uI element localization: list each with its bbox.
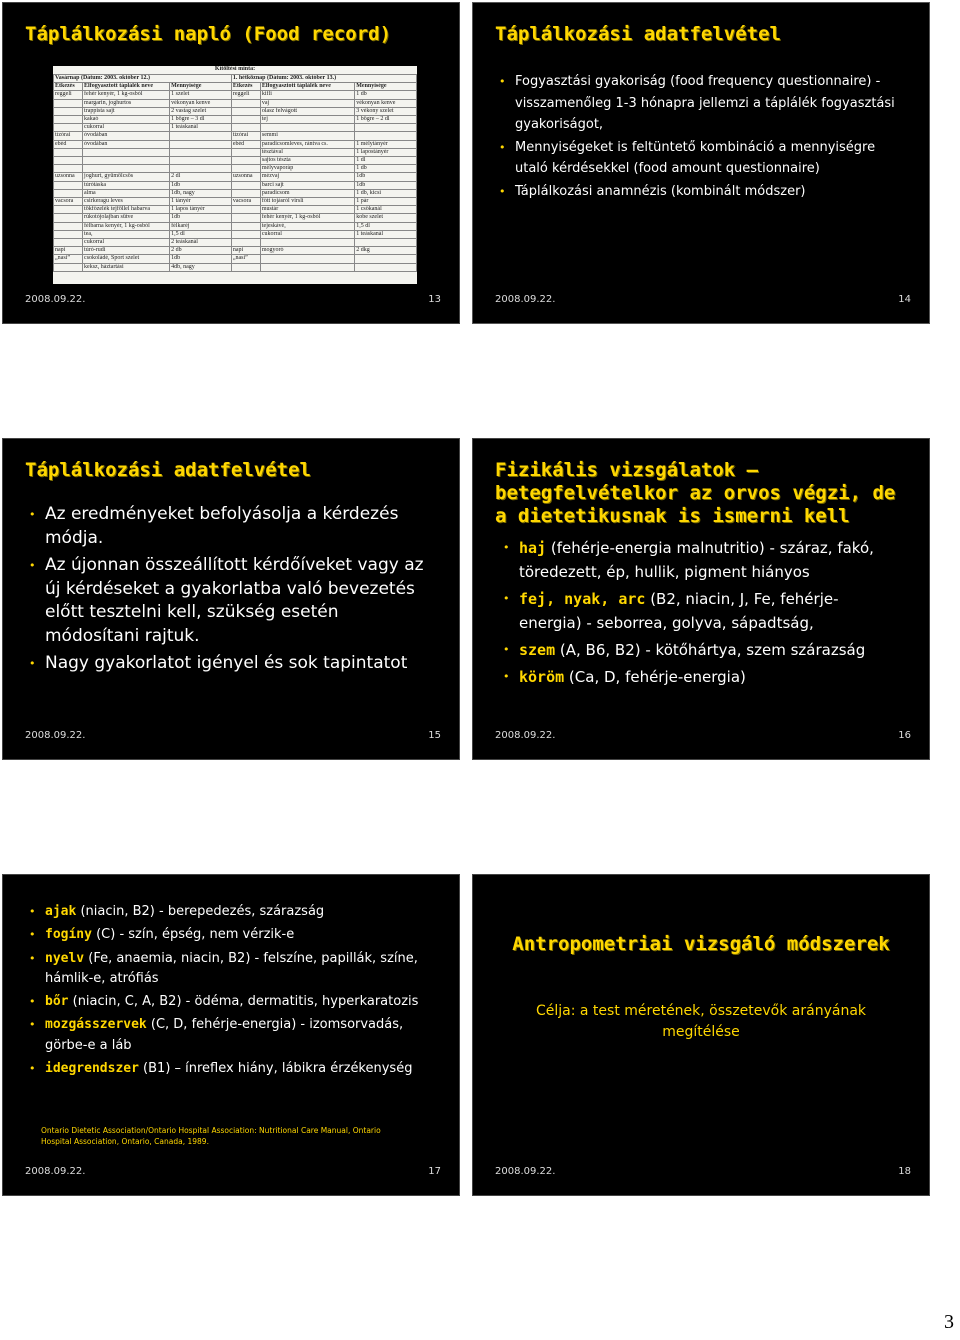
- table-cell: [54, 214, 83, 222]
- table-cell: tejeskávé,: [260, 222, 354, 230]
- table-cell: 1,5 dl: [170, 230, 232, 238]
- list-item: • Az újonnan összeállított kérdőíveket vagy az új kérdéseket a gyakorlatba való bevezetés előtt tesztelni kell, szükség esetén módosítani rajtuk.: [27, 554, 437, 648]
- item-key: mozgásszervek: [45, 1017, 147, 1033]
- slide-number: 18: [898, 1166, 911, 1177]
- table-cell: 1db: [355, 173, 417, 181]
- table-cell: [54, 206, 83, 214]
- table-cell: [54, 181, 83, 189]
- table-cell: 1 bögre – 3 dl: [170, 116, 232, 124]
- table-cell: keksz, háztartási: [83, 263, 170, 271]
- table-header-cell: Elfogyasztott táplálék neve: [260, 83, 354, 91]
- table-cell: kifli: [260, 91, 354, 99]
- table-cell: [83, 165, 170, 173]
- table-cell: 1 lapos tányér: [170, 206, 232, 214]
- table-cell: [231, 214, 260, 222]
- table-cell: 2 vastag szelet: [170, 107, 232, 115]
- item-text: (B2, niacin, J, Fe, fehérje-energia) - seborrea, golyva, sápadtság,: [519, 590, 839, 632]
- table-cell: 1 dl: [355, 157, 417, 165]
- table-row: [54, 148, 417, 156]
- table-cell: [54, 124, 83, 132]
- table-cell: [231, 107, 260, 115]
- table-cell: sajtos tészta: [260, 157, 354, 165]
- table-cell: [355, 124, 417, 132]
- table-cell: túró-rudi: [83, 247, 170, 255]
- table-cell: 1 tányér: [170, 198, 232, 206]
- table-cell: [54, 222, 83, 230]
- list-item: [27, 1059, 427, 1079]
- list-item: [27, 949, 427, 990]
- slide-number: 14: [898, 294, 911, 305]
- table-cell: [83, 157, 170, 165]
- table-cell: [231, 157, 260, 165]
- item-text: (niacin, C, A, B2) - ödéma, dermatitis, hyperkaratozis: [68, 994, 419, 1010]
- table-row: [54, 157, 417, 165]
- table-cell: 1 teáskanál: [170, 124, 232, 132]
- table-row: [54, 263, 417, 271]
- slide-title: Antropometriai vizsgáló módszerek: [512, 933, 890, 955]
- table-cell: mézvaj: [260, 173, 354, 181]
- slide-date: 2008.09.22.: [495, 294, 556, 305]
- table-cell: 1 db: [355, 165, 417, 173]
- slide-number: 17: [428, 1166, 441, 1177]
- table-cell: tökfőzelék tejföllel habarva: [83, 206, 170, 214]
- item-text: (A, B6, B2) - kötőhártya, szem szárazság: [555, 641, 866, 659]
- table-cell: joghurt, gyümölcsös: [83, 173, 170, 181]
- table-cell: 1 db: [355, 91, 417, 99]
- table-cell: reggeli: [231, 91, 260, 99]
- table-row: [54, 189, 417, 197]
- bullet-list: [497, 71, 907, 203]
- table-cell: kobe szelet: [355, 214, 417, 222]
- table-cell: [170, 165, 232, 173]
- slide-title: Táplálkozási adatfelvétel: [25, 459, 311, 481]
- table-cell: vaj: [260, 99, 354, 107]
- table-cell: tea,: [83, 230, 170, 238]
- table-cell: 2 db: [170, 247, 232, 255]
- table-cell: [54, 148, 83, 156]
- table-cell: margarin, joghurtos: [83, 99, 170, 107]
- item-key: ajak: [45, 904, 77, 919]
- list-item: [501, 665, 901, 689]
- table-cell: 1 bögre – 2 dl: [355, 116, 417, 124]
- table-cell: [54, 99, 83, 107]
- table-row: [54, 91, 417, 99]
- table-cell: 1db: [355, 181, 417, 189]
- item-key: köröm: [519, 668, 565, 686]
- scan-heading: Kitöltési minta:: [214, 66, 256, 72]
- slide-15: [2, 438, 460, 760]
- food-record-table: [53, 74, 417, 272]
- table-cell: [54, 239, 83, 247]
- table-cell: fehér kenyér, 1 kg-osból: [83, 91, 170, 99]
- table-cell: [231, 181, 260, 189]
- table-cell: paradicsomleves, rántva cs.: [260, 140, 354, 148]
- table-cell: semmi: [260, 132, 354, 140]
- table-cell: napi: [54, 247, 83, 255]
- slide-title: Táplálkozási adatfelvétel: [495, 23, 781, 45]
- table-cell: tej: [260, 116, 354, 124]
- table-row: [54, 214, 417, 222]
- table-row: [54, 198, 417, 206]
- item-key: fej, nyak, arc: [519, 590, 646, 608]
- list-item: [27, 992, 427, 1012]
- table-cell: [231, 222, 260, 230]
- table-cell: 1db: [170, 214, 232, 222]
- slide-number: 16: [898, 730, 911, 741]
- table-header-cell: Mennyisége: [170, 83, 232, 91]
- table-cell: cukorral: [83, 124, 170, 132]
- table-cell: [54, 165, 83, 173]
- table-cell: 1db: [170, 255, 232, 263]
- slide-17: [2, 874, 460, 1196]
- table-cell: 1 csőkanál: [355, 206, 417, 214]
- table-cell: [231, 230, 260, 238]
- list-item: [27, 902, 427, 922]
- table-cell: óvodában: [83, 132, 170, 140]
- item-text: (B1) – ínreflex hiány, lábikra érzékenység: [138, 1061, 413, 1077]
- table-cell: vacsora: [54, 198, 83, 206]
- bullet-list: [501, 536, 901, 692]
- table-cell: 1db: [170, 181, 232, 189]
- table-cell: tésztával: [260, 148, 354, 156]
- table-cell: fehér kenyér, 1 kg-osból: [260, 214, 354, 222]
- table-header: [54, 83, 417, 91]
- bullet-list: [27, 902, 427, 1082]
- table-cell: 1,5 dl: [355, 222, 417, 230]
- slide-date: 2008.09.22.: [495, 1166, 556, 1177]
- table-cell: vékonyan kenve: [355, 99, 417, 107]
- table-cell: [355, 132, 417, 140]
- table-row: [54, 99, 417, 107]
- table-cell: 1 teáskanál: [355, 230, 417, 238]
- slide-subtitle: Célja: a test méretének, összetevők arányának megítélése: [535, 1003, 867, 1040]
- table-cell: „nasi”: [231, 255, 260, 263]
- table-row: [54, 230, 417, 238]
- slide-number: 15: [428, 730, 441, 741]
- table-cell: [54, 189, 83, 197]
- table-row: [54, 239, 417, 247]
- table-row: [54, 173, 417, 181]
- table-row: [54, 255, 417, 263]
- item-key: haj: [519, 539, 547, 557]
- table-cell: alma: [83, 189, 170, 197]
- table-cell: cukorral: [260, 230, 354, 238]
- table-cell: rúkotójolajban sütve: [83, 214, 170, 222]
- table-cell: 1 szelet: [170, 91, 232, 99]
- table-cell: csokoládé, Sport szelet: [83, 255, 170, 263]
- slide-title: Táplálkozási napló (Food record): [25, 23, 392, 45]
- table-cell: [260, 255, 354, 263]
- table-cell: 1 pár: [355, 198, 417, 206]
- list-item: • Nagy gyakorlatot igényel és sok tapintatot: [27, 652, 437, 676]
- slide-16: [472, 438, 930, 760]
- table-header-cell: Elfogyasztott táplálék neve: [83, 83, 170, 91]
- slide-date: 2008.09.22.: [25, 730, 86, 741]
- table-cell: vékonyan kenve: [170, 99, 232, 107]
- table-cell: [170, 132, 232, 140]
- table-cell: óvodában: [83, 140, 170, 148]
- slide-18: [472, 874, 930, 1196]
- list-item: [27, 1015, 427, 1056]
- table-cell: olasz felvágott: [260, 107, 354, 115]
- table-row: [54, 181, 417, 189]
- table-cell: 1 db, kicsi: [355, 189, 417, 197]
- item-text: (Fe, anaemia, niacin, B2) - felszíne, papillák, színe, hámlik-e, atrófiás: [45, 950, 418, 986]
- list-item: [501, 536, 901, 584]
- table-row: [54, 132, 417, 140]
- table-row: [54, 116, 417, 124]
- table-header-cell: Étkezés: [231, 83, 260, 91]
- item-text: (C, D, fehérje-energia) - izomsorvadás, görbe-e a láb: [45, 1017, 404, 1053]
- item-text: (niacin, B2) - berepedezés, szárazság: [76, 904, 325, 919]
- table-cell: [231, 239, 260, 247]
- table-cell: reggeli: [54, 91, 83, 99]
- list-item: [27, 925, 427, 945]
- table-cell: túrótáska: [83, 181, 170, 189]
- slide-14: [472, 2, 930, 324]
- table-cell: napi: [231, 247, 260, 255]
- table-cell: mustár: [260, 206, 354, 214]
- table-cell: [355, 263, 417, 271]
- item-key: bőr: [45, 994, 69, 1010]
- table-cell: [260, 263, 354, 271]
- item-key: idegrendszer: [45, 1061, 139, 1077]
- table-cell: csirkeragu leves: [83, 198, 170, 206]
- reference-text: Ontario Dietetic Association/Ontario Hospital Association: Nutritional Care Manual, Ontario Hospital Association, Ontario, Canada, 1989.: [41, 1126, 381, 1146]
- table-cell: félbarna kenyér, 1 kg-osból: [83, 222, 170, 230]
- bullet-list: [27, 503, 437, 680]
- table-cell: [231, 263, 260, 271]
- table-cell: [170, 148, 232, 156]
- table-cell: [54, 157, 83, 165]
- item-key: nyelv: [45, 950, 85, 966]
- table-cell: [170, 140, 232, 148]
- table-cell: 1 lapostányér: [355, 148, 417, 156]
- table-cell: [54, 230, 83, 238]
- table-header-top: [54, 75, 417, 83]
- table-cell: 1db, nagy: [170, 189, 232, 197]
- header-day-1: Vasárnap (Dátum: 2003. október 12.): [54, 75, 232, 83]
- list-item: • Táplálkozási anamnézis (kombinált módszer): [497, 181, 907, 203]
- table-row: [54, 206, 417, 214]
- table-row: [54, 140, 417, 148]
- table-row: [54, 107, 417, 115]
- slide-title: Fizikális vizsgálatok – betegfelvételkor az orvos végzi, de a dietetikusnak is ismerni kell: [495, 459, 896, 527]
- table-cell: [54, 116, 83, 124]
- table-cell: ebéd: [231, 140, 260, 148]
- item-text: (Ca, D, fehérje-energia): [564, 668, 746, 686]
- table-cell: 2 dl: [170, 173, 232, 181]
- header-day-2: 1. hétköznap (Dátum: 2003. október 13.): [231, 75, 416, 83]
- slide-date: 2008.09.22.: [495, 730, 556, 741]
- table-cell: [231, 206, 260, 214]
- table-cell: [231, 189, 260, 197]
- table-cell: tízórai: [54, 132, 83, 140]
- table-cell: „nasi”: [54, 255, 83, 263]
- table-cell: 2 teáskanál: [170, 239, 232, 247]
- table-header-cell: Étkezés: [54, 83, 83, 91]
- table-cell: 3 vékony szelet: [355, 107, 417, 115]
- table-cell: [231, 148, 260, 156]
- table-cell: [231, 116, 260, 124]
- item-key: szem: [519, 641, 556, 659]
- table-cell: [260, 124, 354, 132]
- table-cell: [54, 107, 83, 115]
- table-cell: uzsonna: [231, 173, 260, 181]
- food-record-scan: [53, 66, 417, 284]
- list-item: • Mennyiségeket is feltüntető kombináció a mennyiségre utaló kérdésekkel (food amount questionnaire): [497, 137, 907, 180]
- slide-date: 2008.09.22.: [25, 1166, 86, 1177]
- item-key: fogíny: [45, 927, 92, 943]
- table-cell: [355, 239, 417, 247]
- table-row: [54, 247, 417, 255]
- table-cell: főtt tojásról virsli: [260, 198, 354, 206]
- table-cell: barci sajt: [260, 181, 354, 189]
- table-cell: mélyvaporáp: [260, 165, 354, 173]
- table-cell: [83, 148, 170, 156]
- table-cell: mogyoró: [260, 247, 354, 255]
- table-cell: félkaréj: [170, 222, 232, 230]
- slide-number: 13: [428, 294, 441, 305]
- table-row: [54, 124, 417, 132]
- table-cell: [260, 239, 354, 247]
- slide-13: [2, 2, 460, 324]
- table-cell: [231, 99, 260, 107]
- table-cell: 1 mélytányér: [355, 140, 417, 148]
- list-item: [501, 638, 901, 662]
- table-cell: [231, 165, 260, 173]
- table-row: [54, 222, 417, 230]
- table-cell: ebéd: [54, 140, 83, 148]
- table-cell: kakaó: [83, 116, 170, 124]
- table-cell: uzsonna: [54, 173, 83, 181]
- table-cell: 4db, nagy: [170, 263, 232, 271]
- list-item: • Az eredményeket befolyásolja a kérdezés módja.: [27, 503, 437, 550]
- list-item: [501, 587, 901, 635]
- item-text: (C) - szín, épség, nem vérzik-e: [91, 927, 295, 943]
- list-item: • Fogyasztási gyakoriság (food frequency questionnaire) - visszamenőleg 1-3 hónapra jellemzi a táplálék fogyasztási gyakoriságot,: [497, 71, 907, 136]
- table-cell: [355, 255, 417, 263]
- table-cell: vacsora: [231, 198, 260, 206]
- table-cell: paradicsom: [260, 189, 354, 197]
- table-header-cell: Mennyisége: [355, 83, 417, 91]
- table-cell: trappista sajt: [83, 107, 170, 115]
- table-cell: cukorral: [83, 239, 170, 247]
- table-cell: [231, 124, 260, 132]
- page-number: 3: [944, 1311, 954, 1333]
- table-cell: 2 dkg: [355, 247, 417, 255]
- table-cell: [170, 157, 232, 165]
- table-row: [54, 165, 417, 173]
- table-cell: tízórai: [231, 132, 260, 140]
- table-cell: [54, 263, 83, 271]
- slide-date: 2008.09.22.: [25, 294, 86, 305]
- item-text: (fehérje-energia malnutritio) - száraz, fakó, töredezett, ép, hullik, pigment hiányos: [519, 539, 874, 581]
